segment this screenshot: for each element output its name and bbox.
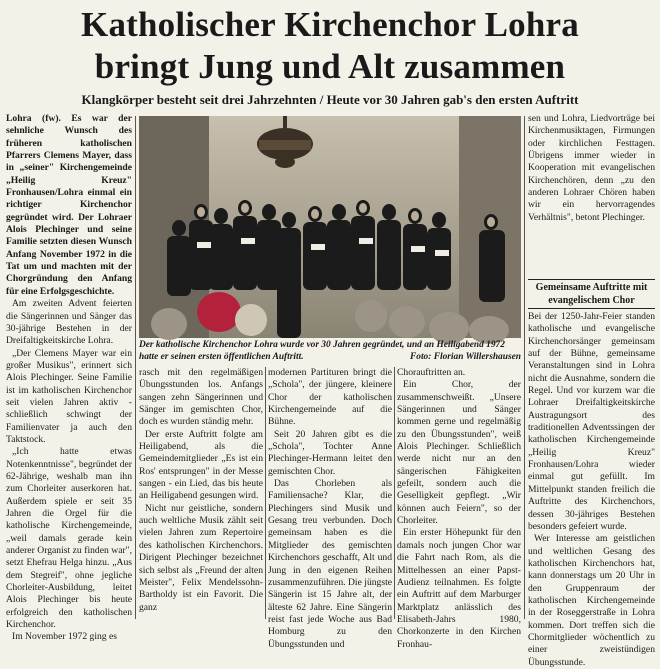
paragraph: modernen Partituren bringt die „Schola", der jüngere, kleinere Chor der katholischen Kirchengemeinde auf die Bühne.: [268, 367, 392, 428]
article-column-1: [6, 113, 132, 643]
photo-credit: Foto: Florian Willershausen: [410, 351, 521, 362]
paragraph: Im November 1972 ging es: [12, 631, 117, 643]
article-column-4: [397, 367, 521, 650]
column-divider: [265, 367, 266, 619]
section-heading: Gemeinsame Auftritte mit evangelischem Chor: [535, 282, 648, 306]
choir-photo: [139, 116, 521, 338]
article-column-3: [268, 367, 392, 650]
box-rule-top: [528, 279, 655, 280]
intro-paragraph: Lohra (fw). Es war der sehnliche Wunsch des früheren katholischen Pfarrers Clemens Mayer, dass in „seiner" Kirchengemeinde „Heilig Kreuz" Fronhausen/Lohra einmal ein richtiger Kirchenchor gegründet wird. Der Lohraer Alois Plechinger und seine Familie setzten diesen Wunsch Anfang November 1972 in die Tat um und machten mit der Chorgründung den Anfang für eine Erfolgsgeschichte.: [6, 113, 132, 297]
article-column-5-top: [528, 113, 655, 276]
box-rule-bottom: [528, 308, 655, 309]
paragraph: Wer Interesse am geistlichen und weltlichen Gesang des katholischen Kirchenchors hat, kann donnerstags um 20 Uhr in den Gruppenraum der katholischen Kirchengemeinde in der Roseggerstraße in Lohra kommen. Dort treffen sich die Chormitglieder wöchentlich zu einer zweistündigen Übungsstunde.: [528, 533, 655, 668]
paragraph: Seit 20 Jahren gibt es die „Schola", Tochter Anne Plechinger-Hermann leitet den gemischten Chor.: [268, 428, 392, 477]
column-divider: [524, 116, 525, 619]
choir-photo-illustration: [139, 116, 521, 338]
paragraph: Der erste Auftritt folgte am Heiligabend, als die Gemeindemitglieder „Es ist ein Ros' entsprungen" in der Messe sangen - ein Lied, das bis heute an Heiligabend gesungen wird.: [139, 428, 263, 502]
article-column-5-bottom: [528, 311, 655, 668]
paragraph: sen und Lohra, Liedvorträge bei Kirchenmusiktagen, Firmungen oder kirchlichen Festtagen. Übrigens immer wieder in Kooperation mit evangelischen Kirchenchören, denn „zu den anderen Lohraer Chören haben wir ein hervorragendes Verhältnis", betont Plechinger.: [528, 113, 655, 223]
paragraph: Bei der 1250-Jahr-Feier standen katholische und evangelische Kirchenchorsänger gemeinsam auf der Bühne, gemeinsame Veranstaltungen sind in Lohra nicht die Ausnahme, sondern die Regel. Und vor kurzem war die Lohraer Dreifaltigkeitskirche Austragungsort des traditionellen Adventssingen der katholischen Kirchengemeinde „Heilig Kreuz" Fronhausen/Lohra wieder einmal gut gefüllt. Im Mittelpunkt standen freilich die Auftritte des Kirchenchors, dessen 30-jähriges Bestehen besonders gefeiert wurde.: [528, 311, 655, 532]
headline-line-1: Katholischer Kirchenchor Lohra: [81, 5, 579, 44]
paragraph: Ein Chor, der zusammenschweißt. „Unsere Sängerinnen und Sänger kommen gerne und regelmäßig zu den Übungsstunden", weiß Alois Plechinger. Schließlich werde nicht nur an den sängerischen Fähigkeiten gefeilt, sondern auch die Geselligkeit gepflegt. „Wir können auch Feiern", so der Chorleiter.: [397, 379, 521, 527]
paragraph: Chorauftritten an.: [397, 367, 466, 378]
paragraph: Am zweiten Advent feierten die Sängerinnen und Sänger das 30-jährige Bestehen in der Dreifaltigkeitskirche Lohra.: [6, 298, 132, 347]
subheadline: Klangkörper besteht seit drei Jahrzehnten / Heute vor 30 Jahren gab's den ersten Auftritt: [81, 92, 579, 107]
paragraph: rasch mit den regelmäßigen Übungsstunden los. Anfangs sangen zehn Sängerinnen und Sänger im gemischten Chor, doch es wurden ständig mehr.: [139, 367, 263, 428]
paragraph: Das Chorleben als Familiensache? Klar, die Plechingers sind Musik und Gesang treu verbunden. Doch gemeinsam haben es die Mitglieder des gemischten Kirchenchors geschafft, Alt und Jung in den eigenen Reihen zusammenzuführen. Die jüngste Sängerin ist 15 Jahre alt, der älteste 62 Jahre. Eine Sängerin reist fast jede Woche aus Bad Homburg zu den Übungsstunden und: [268, 478, 392, 650]
paragraph: Nicht nur geistliche, sondern auch weltliche Musik zählt seit vielen Jahren zum Repertoire des katholischen Kirchenchors. Dirigent Plechinger bezeichnet sich selbst als „Freund der alten Meister", Felix Mendelssohn-Bartholdy ist ein Favorit. Die ganz: [139, 502, 263, 613]
article-column-2: [139, 367, 263, 619]
paragraph: „Ich hatte etwas Notenkenntnisse", begründet der 62-Jährige, weshalb man ihn zum Chorleiter auserkoren hat. Außerdem spiele er seit 35 Jahren die Orgel für die katholische Kirchengemeinde, „weil damals gerade kein anderer Organist zu finden war", setzt Ehefrau Helga hinzu. „Aus dem Stegreif", ohne jegliche Chorleiter-Ausbildung, leitet Alois Plechinger bis heute erfolgreich den katholischen Kirchenchor.: [6, 446, 132, 631]
paragraph: Ein erster Höhepunkt für den damals noch jungen Chor war die Fahrt nach Rom, als die Mittelhessen an einer Papst-Audienz teilnahmen. Es folgte ein Auftritt auf dem Marburger Marktplatz anlässlich des Elisabeth-Jahrs 1980, Chorkonzerte in den Kirchen Fronhau-: [397, 527, 521, 650]
photo-caption: [139, 340, 521, 363]
column-divider: [394, 367, 395, 619]
caption-text: Der katholische Kirchenchor Lohra wurde vor 30 Jahren gegründet, und an Heiligabend 1972 hatte er seinen ersten öffentlichen Auftritt.: [139, 340, 505, 362]
column-divider: [135, 116, 136, 619]
headline-line-2: bringt Jung und Alt zusammen: [94, 47, 566, 86]
paragraph: „Der Clemens Mayer war ein großer Musikus", erinnert sich Alois Plechinger. Seine Familie ist im katholischen Kirchenchor seit vielen Jahren aktiv - schließlich schwingt der Familienvater ja auch den Taktstock.: [6, 347, 132, 445]
